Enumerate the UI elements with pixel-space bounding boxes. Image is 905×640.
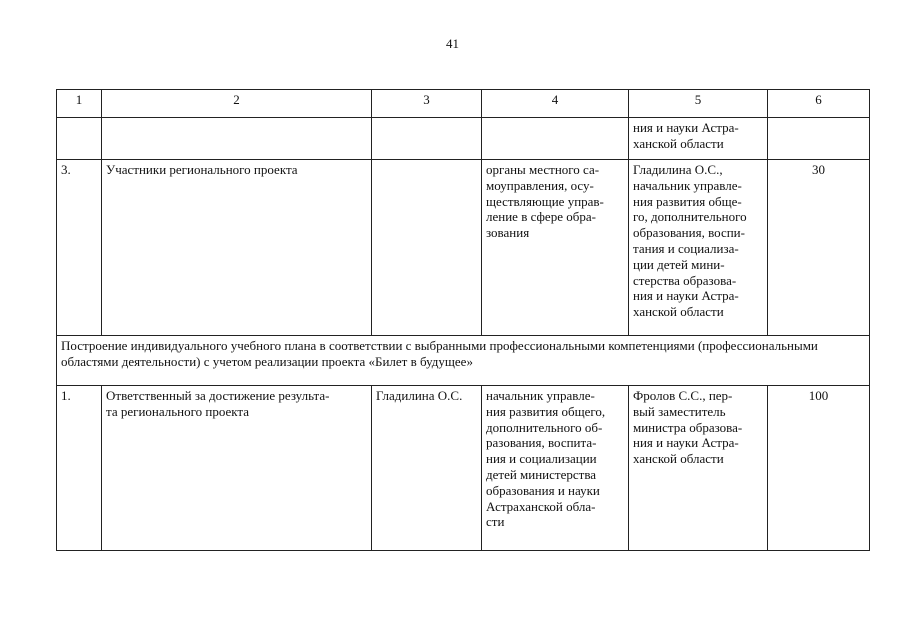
load-value: 30 <box>768 160 870 336</box>
column-number-3: 3 <box>372 90 482 118</box>
cont-cell-3 <box>372 118 482 160</box>
load-value: 100 <box>768 386 870 551</box>
cont-cell-4 <box>482 118 629 160</box>
section-title: Построение индивидуального учебного плана в соответствии с выбранными профессиональными компетенциями (профессиональными областями деятельности) с учетом реализации проекта «Билет в будущее» <box>57 336 870 386</box>
row-number: 1. <box>57 386 102 551</box>
cont-cell-supervisor: ния и науки Астра- ханской области <box>629 118 768 160</box>
column-number-6: 6 <box>768 90 870 118</box>
role-name: Участники регионального проекта <box>102 160 372 336</box>
cont-cell-2 <box>102 118 372 160</box>
person-name: Гладилина О.С. <box>372 386 482 551</box>
position-text: органы местного са- моуправления, осу- ществляющие управ- ление в сфере обра- зования <box>482 160 629 336</box>
person-name <box>372 160 482 336</box>
column-number-1: 1 <box>57 90 102 118</box>
table-row-responsible <box>57 386 870 551</box>
row-number: 3. <box>57 160 102 336</box>
role-name: Ответственный за достижение результа- та регионального проекта <box>102 386 372 551</box>
column-number-5: 5 <box>629 90 768 118</box>
column-number-4: 4 <box>482 90 629 118</box>
cont-cell-6 <box>768 118 870 160</box>
page-number: 41 <box>446 36 459 51</box>
continuation-row <box>57 118 870 160</box>
table-row-participants <box>57 160 870 336</box>
position-text: начальник управле- ния развития общего, дополнительного об- разования, воспита- ния и социализации детей министерства образования и науки Астраханской обла- сти <box>482 386 629 551</box>
cont-cell-1 <box>57 118 102 160</box>
section-header-row <box>57 336 870 386</box>
supervisor-text: Гладилина О.С., начальник управле- ния развития обще- го, дополнительного образования, воспи- тания и социализа- ции детей мини- стерства образова- ния и науки Астра- ханской области <box>629 160 768 336</box>
project-table <box>56 89 870 551</box>
column-number-row <box>57 90 870 118</box>
supervisor-text: Фролов С.С., пер- вый заместитель министра образова- ния и науки Астра- ханской области <box>629 386 768 551</box>
column-number-2: 2 <box>102 90 372 118</box>
